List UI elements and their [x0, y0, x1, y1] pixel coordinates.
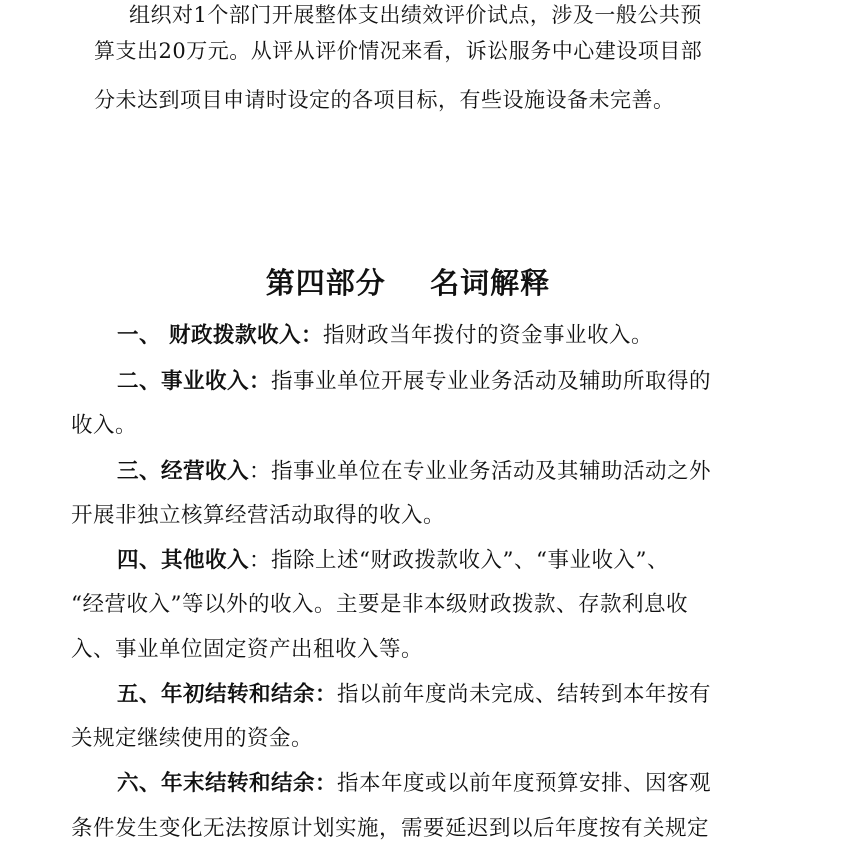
definition-colon: ： — [249, 548, 272, 573]
definition-term: 一、 财政拨款收入： — [117, 323, 323, 348]
definition-text: 条件发生变化无法按原计划实施，需要延迟到以后年度按有关规定 — [71, 816, 710, 841]
definition-text: 开展非独立核算经营活动取得的收入。 — [71, 503, 446, 528]
definition-term: 二、事业收入： — [117, 369, 272, 394]
definition-item — [117, 457, 711, 487]
definition-text: 关规定继续使用的资金。 — [71, 726, 314, 751]
definition-item — [117, 321, 653, 351]
definition-term: 四、其他收入 — [117, 548, 250, 573]
definition-text: 指财政当年拨付的资金事业收入。 — [323, 323, 654, 348]
definition-text: 指以前年度尚未完成、结转到本年按有 — [337, 682, 712, 707]
intro-line: 组织对1个部门开展整体支出绩效评价试点，涉及一般公共预 — [129, 3, 702, 27]
definition-text: 指除上述“财政拨款收入”、“事业收入”、 — [271, 548, 669, 573]
intro-line: 分未达到项目申请时设定的各项目标，有些设施设备未完善。 — [94, 88, 675, 112]
section-title: 第四部分 名词解释 — [265, 266, 551, 300]
definition-term: 六、年末结转和结余： — [117, 771, 338, 796]
definition-item — [117, 546, 669, 576]
intro-line: 算支出20万元。从评从评价情况来看，诉讼服务中心建设项目部 — [94, 39, 703, 63]
definition-text: 入、事业单位固定资产出租收入等。 — [71, 637, 424, 662]
definition-text: 指事业单位开展专业业务活动及辅助所取得的 — [271, 369, 712, 394]
definition-text: “经营收入”等以外的收入。主要是非本级财政拨款、存款利息收 — [71, 592, 688, 617]
definition-item — [117, 769, 711, 799]
definition-item — [117, 367, 711, 397]
definition-item — [117, 680, 711, 710]
definition-text: 指事业单位在专业业务活动及其辅助活动之外 — [271, 459, 712, 484]
definition-term: 五、年初结转和结余： — [117, 682, 338, 707]
definition-text: 收入。 — [71, 413, 138, 438]
definition-colon: ： — [249, 459, 272, 484]
definition-text: 指本年度或以前年度预算安排、因客观 — [337, 771, 712, 796]
definition-term: 三、经营收入 — [117, 459, 250, 484]
